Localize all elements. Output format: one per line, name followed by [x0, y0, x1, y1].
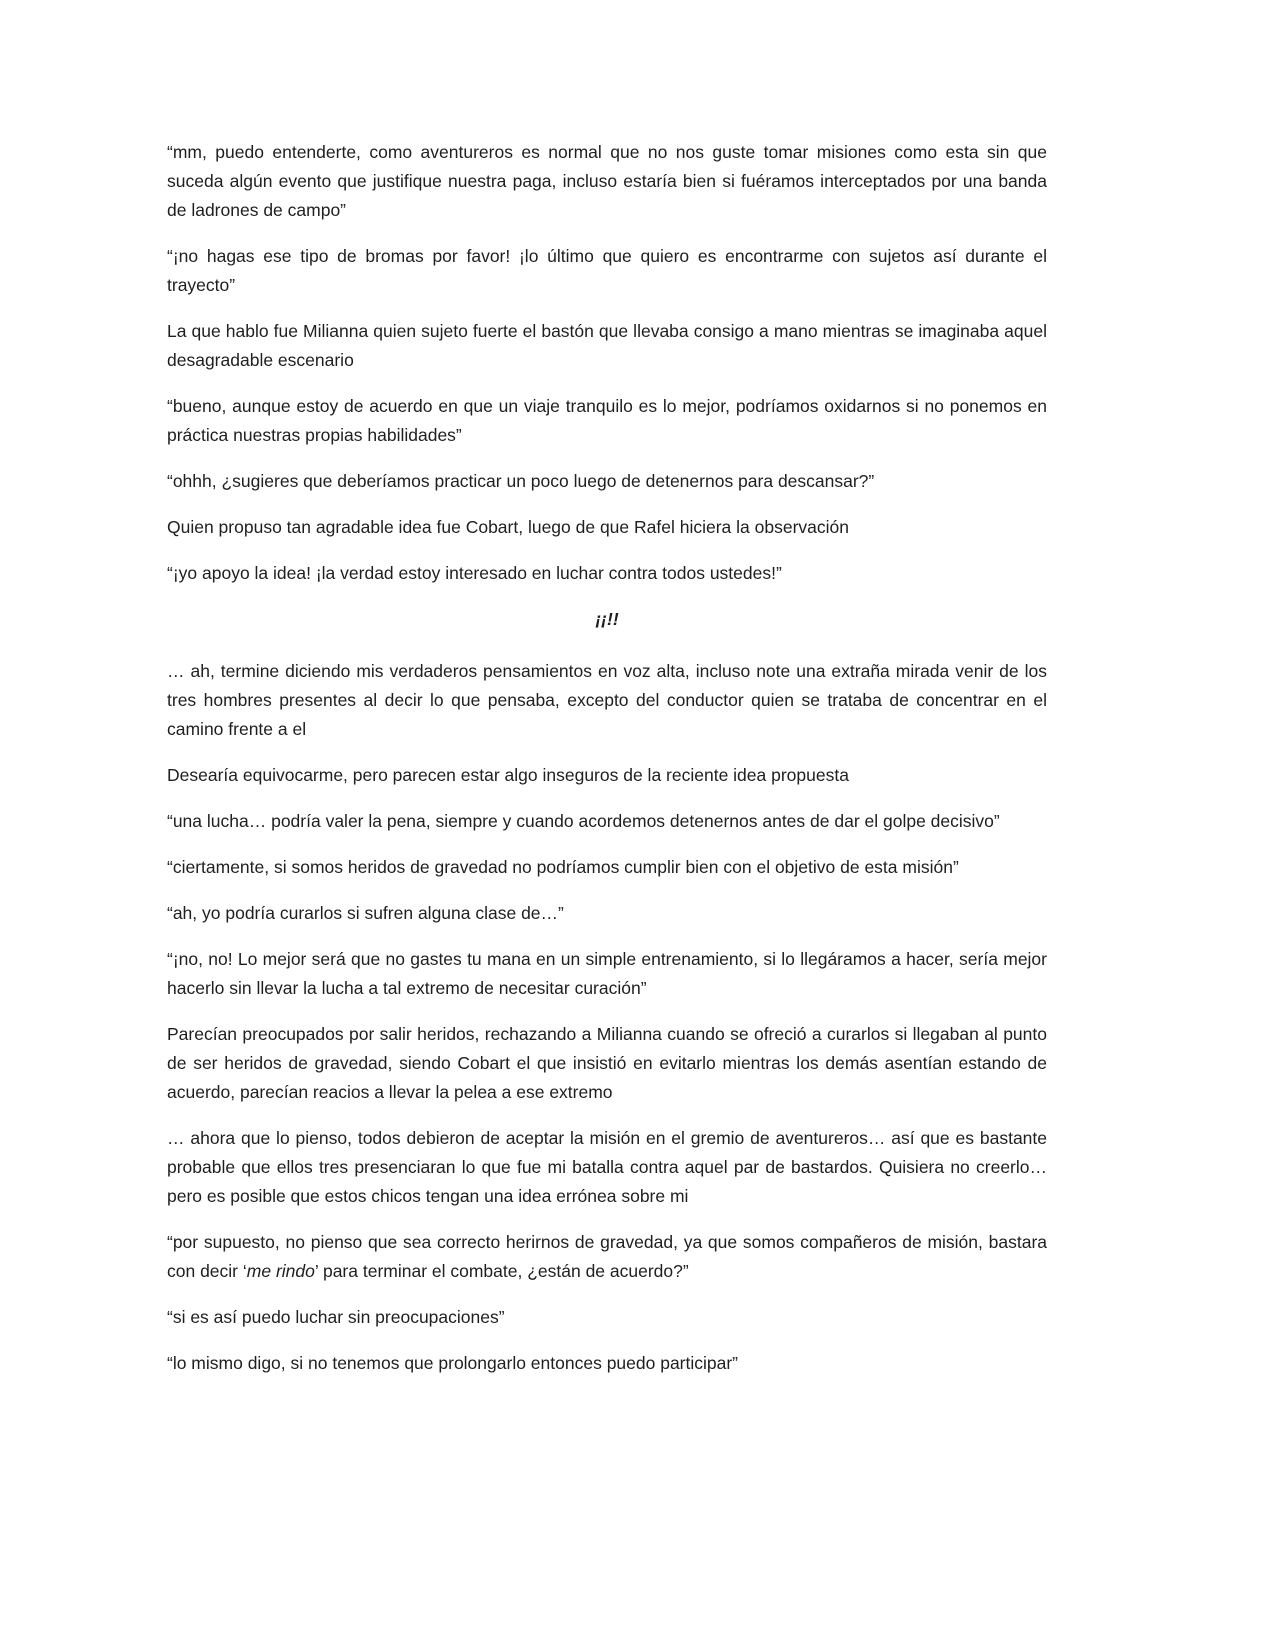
paragraph: “ah, yo podría curarlos si sufren alguna clase de…” — [167, 903, 564, 923]
paragraph: “bueno, aunque estoy de acuerdo en que un viaje tranquilo es lo mejor, podríamos oxidarnos si no ponemos en práctica nuestras propias habilidades” — [167, 396, 1047, 445]
paragraph: “¡yo apoyo la idea! ¡la verdad estoy interesado en luchar contra todos ustedes!” — [167, 563, 782, 583]
paragraph: “¡no, no! Lo mejor será que no gastes tu mana en un simple entrenamiento, si lo llegáramos a hacer, sería mejor hacerlo sin llevar la lucha a tal extremo de necesitar curación” — [167, 949, 1047, 998]
paragraph: Quien propuso tan agradable idea fue Cobart, luego de que Rafel hiciera la observación — [167, 517, 849, 537]
paragraph: “lo mismo digo, si no tenemos que prolongarlo entonces puedo participar” — [167, 1353, 739, 1373]
paragraph-segment-italic: me rindo — [246, 1261, 315, 1281]
scene-break-divider: ¡¡!! — [595, 609, 619, 629]
paragraph: … ah, termine diciendo mis verdaderos pensamientos en voz alta, incluso note una extraña mirada venir de los tres hombres presentes al decir lo que pensaba, excepto del conductor quien se trataba de concentrar en el camino frente a el — [167, 661, 1047, 739]
paragraph: … ahora que lo pienso, todos debieron de aceptar la misión en el gremio de aventureros… así que es bastante probable que ellos tres presenciaran lo que fue mi batalla contra aquel par de bastardos. Quisiera no creerlo… pero es posible que estos chicos tengan una idea errónea sobre mi — [167, 1128, 1047, 1206]
paragraph: “mm, puedo entenderte, como aventureros es normal que no nos guste tomar misiones como esta sin que suceda algún evento que justifique nuestra paga, incluso estaría bien si fuéramos interceptados por una banda de ladrones de campo” — [167, 142, 1047, 220]
paragraph: Parecían preocupados por salir heridos, rechazando a Milianna cuando se ofreció a curarlos si llegaban al punto de ser heridos de gravedad, siendo Cobart el que insistió en evitarlo mientras los demás asentían estando de acuerdo, parecían reacios a llevar la pelea a ese extremo — [167, 1024, 1047, 1102]
paragraph — [167, 1228, 1047, 1286]
paragraph-segment: “por supuesto, no pienso que sea correcto herirnos de gravedad, ya que somos compañeros de misión, bastara con decir ‘ — [167, 1232, 1047, 1281]
paragraph: La que hablo fue Milianna quien sujeto fuerte el bastón que llevaba consigo a mano mientras se imaginaba aquel desagradable escenario — [167, 321, 1047, 370]
paragraph: “ohhh, ¿sugieres que deberíamos practicar un poco luego de detenernos para descansar?” — [167, 471, 875, 491]
paragraph: Desearía equivocarme, pero parecen estar algo inseguros de la reciente idea propuesta — [167, 765, 849, 785]
paragraph-segment: ’ para terminar el combate, ¿están de acuerdo?” — [314, 1261, 689, 1281]
paragraph: “ciertamente, si somos heridos de gravedad no podríamos cumplir bien con el objetivo de esta misión” — [167, 857, 959, 877]
document-content — [167, 138, 1047, 1378]
paragraph: “una lucha… podría valer la pena, siempre y cuando acordemos detenernos antes de dar el golpe decisivo” — [167, 811, 1000, 831]
paragraph: “si es así puedo luchar sin preocupaciones” — [167, 1307, 505, 1327]
paragraph: “¡no hagas ese tipo de bromas por favor! ¡lo último que quiero es encontrarme con sujetos así durante el trayecto” — [167, 246, 1047, 295]
